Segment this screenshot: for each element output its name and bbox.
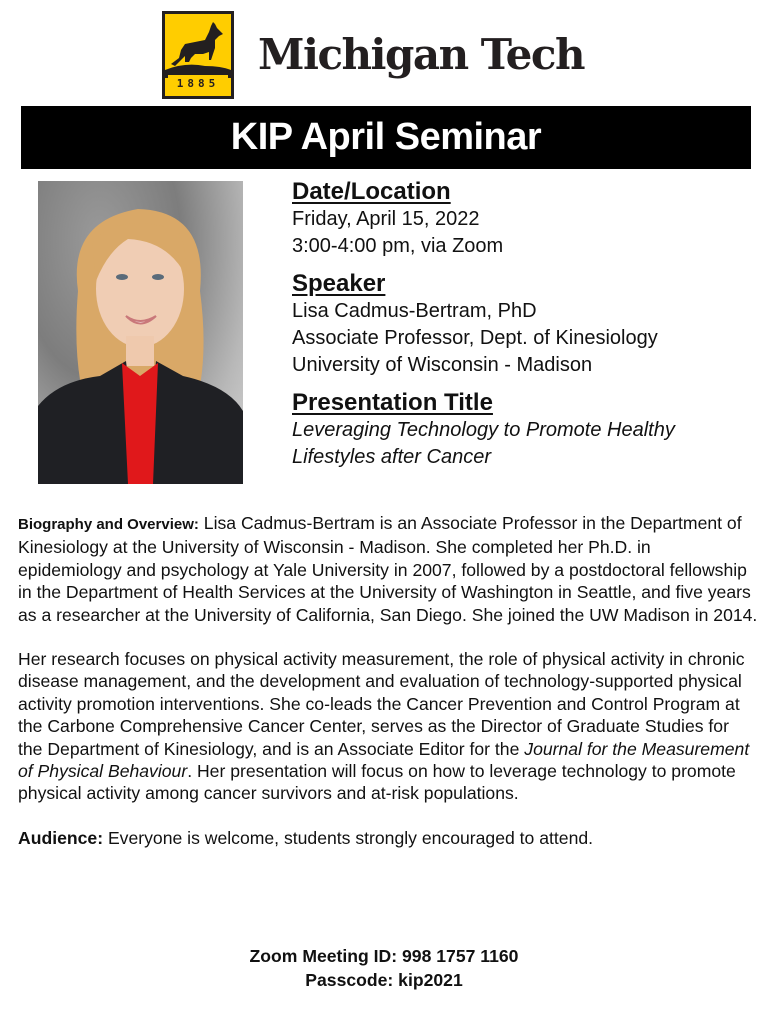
seminar-title: KIP April Seminar <box>230 116 542 158</box>
research-text-end: . Her presentation will focus on how to leverage technology to promote physical activity among cancer survivors and at-risk populations. <box>18 761 736 804</box>
speaker-portrait-image <box>38 181 243 484</box>
journal-title: Journal for the Measurement of Physical Behaviour <box>18 738 750 782</box>
zoom-meeting-id: Zoom Meeting ID: 998 1757 1160 <box>249 946 519 966</box>
presentation-heading: Presentation Title <box>292 389 493 416</box>
speaker-position: Associate Professor, Dept. of Kinesiology <box>292 327 658 349</box>
audience-label: Audience: <box>18 827 104 848</box>
zoom-passcode: Passcode: kip2021 <box>305 970 463 990</box>
speaker-institution: University of Wisconsin - Madison <box>292 354 593 376</box>
speaker-photo <box>38 181 243 484</box>
husky-badge <box>162 11 234 99</box>
presentation-title: Leveraging Technology to Promote Healthy Lifestyles after Cancer <box>292 419 675 468</box>
biography-paragraph <box>18 512 758 626</box>
event-time-location: 3:00-4:00 pm, via Zoom <box>292 235 504 257</box>
biography-label: Biography and Overview: <box>18 516 199 533</box>
research-paragraph <box>18 648 758 805</box>
event-info-panel <box>292 178 762 481</box>
body-text <box>18 512 758 871</box>
audience-paragraph <box>18 827 758 849</box>
founding-year: 1885 <box>168 73 228 93</box>
presentation-section <box>292 389 762 471</box>
michigan-tech-logo <box>162 11 602 101</box>
zoom-meeting-info <box>0 944 768 992</box>
seminar-title-banner <box>21 106 751 169</box>
speaker-heading: Speaker <box>292 270 386 297</box>
audience-text: Everyone is welcome, students strongly encouraged to attend. <box>103 827 594 848</box>
date-location-section <box>292 178 762 260</box>
event-date: Friday, April 15, 2022 <box>292 208 480 230</box>
speaker-name: Lisa Cadmus-Bertram, PhD <box>292 300 537 322</box>
logo-wordmark: Michigan Tech <box>258 30 585 79</box>
speaker-section <box>292 270 762 379</box>
biography-text: Lisa Cadmus-Bertram is an Associate Professor in the Department of Kinesiology at the University of Wisconsin - Madison. She completed her Ph.D. in epidemiology and psychology at Yale University in 2007, followed by a postdoctoral fellowship in the Department of Health Services at the University of Washington in Seattle, and five years as a researcher at the University of California, San Diego. She joined the UW Madison in 2014. <box>18 513 758 625</box>
research-text-start: Her research focuses on physical activity measurement, the role of physical activity in chronic disease management, and the development and evaluation of technology-supported physical activity promotion interventions. She co-leads the Cancer Prevention and Control Program at the Carbone Comprehensive Cancer Center, serves as the Director of Graduate Studies for the Department of Kinesiology, and is an Associate Editor for the <box>18 649 745 759</box>
date-location-heading: Date/Location <box>292 178 451 205</box>
husky-wolf-icon <box>165 14 231 78</box>
